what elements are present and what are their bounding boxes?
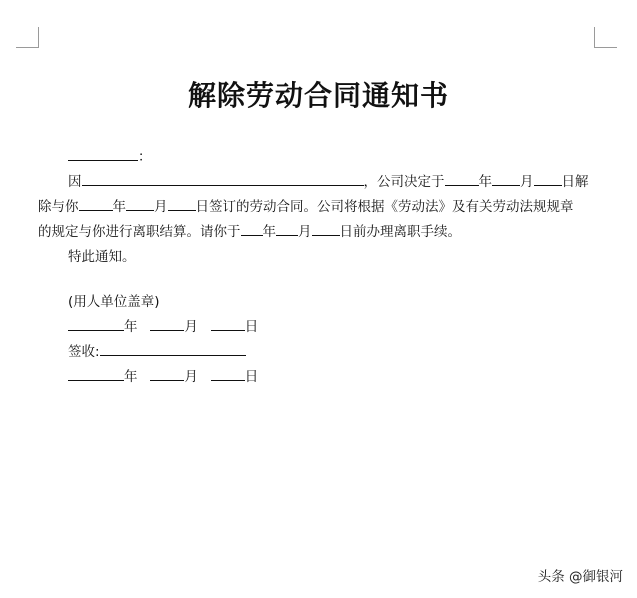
reason-blank[interactable]	[82, 171, 364, 186]
contract-day-blank[interactable]	[168, 196, 196, 211]
contract-signed-text: 日签订的劳动合同。公司将根据《劳动法》及有关劳动法规规章	[195, 199, 574, 215]
salutation-colon: ：	[138, 149, 152, 165]
receipt-date-line	[38, 365, 598, 390]
day-label: 日	[244, 369, 259, 385]
employer-day-blank[interactable]	[211, 316, 245, 331]
source-watermark: 头条 @御银河	[537, 569, 623, 585]
year-label: 年	[262, 224, 276, 240]
month-label: 月	[154, 199, 168, 215]
paragraph-1-line-2	[38, 195, 598, 220]
employer-seal-text: (用人单位盖章)	[68, 294, 160, 310]
month-label: 月	[184, 319, 198, 335]
receipt-year-blank[interactable]	[68, 366, 124, 381]
deadline-day-blank[interactable]	[312, 221, 340, 236]
receipt-day-blank[interactable]	[211, 366, 245, 381]
handle-departure-text: 日前办理离职手续。	[339, 224, 461, 240]
settlement-text: 的规定与你进行离职结算。请你于	[38, 224, 241, 240]
special-notice-line	[38, 245, 598, 270]
employer-year-blank[interactable]	[68, 316, 124, 331]
page-corner-mark-top-right	[594, 27, 617, 48]
because-text: 因	[68, 174, 82, 190]
page-corner-mark-top-left	[16, 27, 39, 48]
salutation-line	[38, 145, 598, 170]
receipt-month-blank[interactable]	[150, 366, 184, 381]
sign-line	[38, 340, 598, 365]
deadline-month-blank[interactable]	[276, 221, 298, 236]
termination-day-blank[interactable]	[534, 171, 562, 186]
termination-year-blank[interactable]	[445, 171, 479, 186]
document-body	[38, 145, 598, 390]
employer-month-blank[interactable]	[150, 316, 184, 331]
year-label: 年	[478, 174, 492, 190]
signature-blank[interactable]	[100, 341, 246, 356]
document-title: 解除劳动合同通知书	[187, 79, 449, 112]
month-label: 月	[520, 174, 534, 190]
sign-label: 签收:	[68, 344, 100, 360]
termination-month-blank[interactable]	[492, 171, 520, 186]
year-label: 年	[112, 199, 126, 215]
deadline-year-blank[interactable]	[241, 221, 263, 236]
release-with-you-text: 除与你	[38, 199, 79, 215]
year-label: 年	[124, 369, 138, 385]
paragraph-1-line-3	[38, 220, 598, 245]
employer-date-line	[38, 315, 598, 340]
employer-seal-line	[38, 290, 598, 315]
day-release-text: 日解	[561, 174, 589, 190]
month-label: 月	[298, 224, 312, 240]
contract-month-blank[interactable]	[126, 196, 154, 211]
contract-year-blank[interactable]	[79, 196, 113, 211]
year-label: 年	[124, 319, 138, 335]
company-decided-text: ，公司决定于	[363, 174, 445, 190]
month-label: 月	[184, 369, 198, 385]
recipient-name-blank[interactable]	[68, 146, 138, 161]
special-notice-text: 特此通知。	[68, 249, 136, 265]
day-label: 日	[244, 319, 259, 335]
paragraph-1-line-1	[38, 170, 598, 195]
